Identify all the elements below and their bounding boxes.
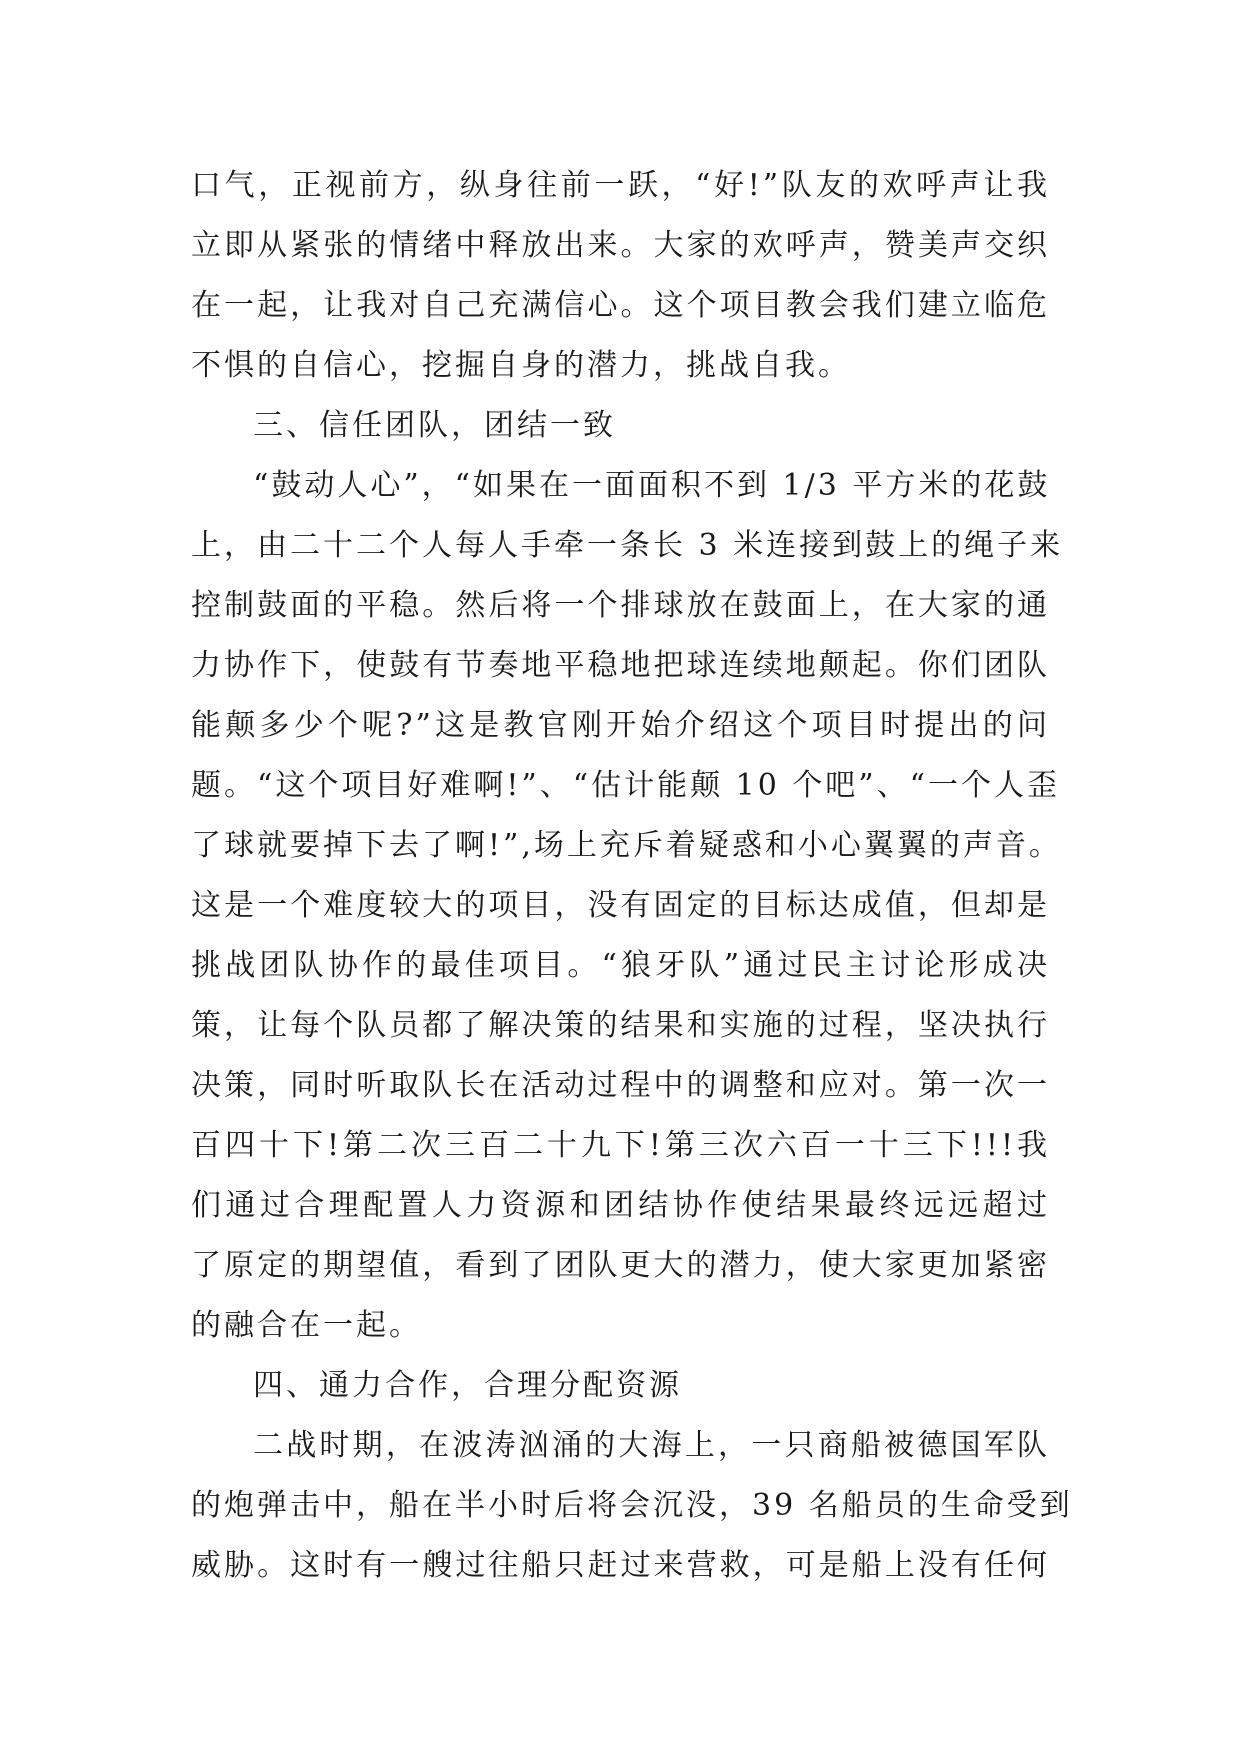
paragraph-line: 口气，正视前方，纵身往前一跃，“好!”队友的欢呼声让我 — [191, 168, 1050, 203]
paragraph-line: 不惧的自信心，挖掘自身的潜力，挑战自我。 — [191, 348, 851, 383]
section-heading: 四、通力合作，合理分配资源 — [253, 1368, 682, 1403]
paragraph-line: 挑战团队协作的最佳项目。“狼牙队”通过民主讨论形成决 — [191, 948, 1050, 983]
paragraph-line: 策，让每个队员都了解决策的结果和实施的过程，坚决执行 — [191, 1008, 1050, 1043]
paragraph-line: 力协作下，使鼓有节奏地平稳地把球连续地颠起。你们团队 — [191, 648, 1050, 683]
section-heading: 三、信任团队，团结一致 — [253, 408, 616, 443]
paragraph-line: 上，由二十二个人每人手牵一条长 3 米连接到鼓上的绳子来 — [191, 528, 1064, 563]
paragraph-line: 了球就要掉下去了啊!”,场上充斥着疑惑和小心翼翼的声音。 — [191, 828, 1062, 863]
paragraph-line: 的融合在一起。 — [191, 1308, 422, 1343]
paragraph-line: “鼓动人心”，“如果在一面面积不到 1/3 平方米的花鼓 — [253, 468, 1051, 503]
paragraph-line: 能颠多少个呢?”这是教官刚开始介绍这个项目时提出的问 — [191, 708, 1050, 743]
paragraph-line: 了原定的期望值，看到了团队更大的潜力，使大家更加紧密 — [191, 1248, 1050, 1283]
paragraph-line: 的炮弹击中，船在半小时后将会沉没，39 名船员的生命受到 — [191, 1488, 1073, 1523]
paragraph-line: 立即从紧张的情绪中释放出来。大家的欢呼声，赞美声交织 — [191, 228, 1050, 263]
paragraph-line: 二战时期，在波涛汹涌的大海上，一只商船被德国军队 — [253, 1428, 1050, 1463]
paragraph-line: 们通过合理配置人力资源和团结协作使结果最终远远超过 — [191, 1188, 1050, 1223]
paragraph-line: 威胁。这时有一艘过往船只赶过来营救，可是船上没有任何 — [191, 1548, 1050, 1583]
paragraph-line: 题。“这个项目好难啊!”、“估计能颠 10 个吧”、“一个人歪 — [191, 768, 1060, 803]
document-body — [191, 156, 1073, 1596]
paragraph-line: 控制鼓面的平稳。然后将一个排球放在鼓面上，在大家的通 — [191, 588, 1050, 623]
paragraph-line: 决策，同时听取队长在活动过程中的调整和应对。第一次一 — [191, 1068, 1050, 1103]
paragraph-line: 这是一个难度较大的项目，没有固定的目标达成值，但却是 — [191, 888, 1050, 923]
paragraph-line: 百四十下!第二次三百二十九下!第三次六百一十三下!!!我 — [191, 1128, 1050, 1163]
paragraph-line: 在一起，让我对自己充满信心。这个项目教会我们建立临危 — [191, 288, 1050, 323]
